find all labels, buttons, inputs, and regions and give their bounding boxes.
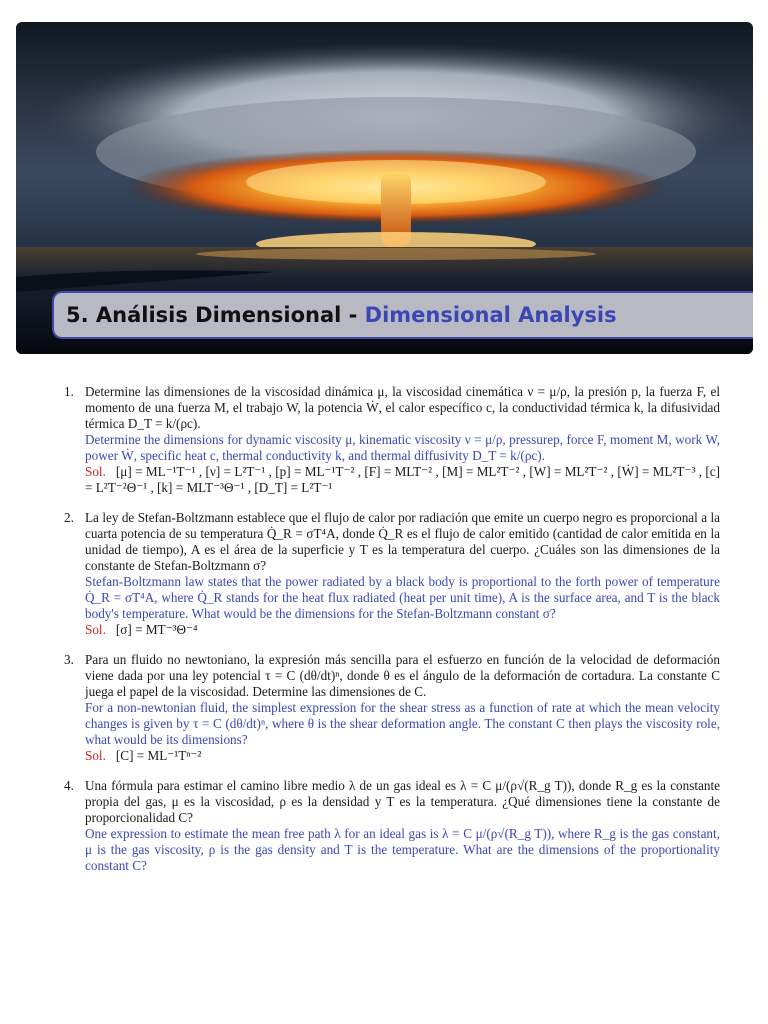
problem-number: 2. bbox=[64, 510, 74, 525]
solution bbox=[85, 748, 720, 764]
problem-list bbox=[64, 384, 720, 888]
problem-item bbox=[64, 510, 720, 638]
problem-number: 3. bbox=[64, 652, 74, 667]
problem-text-en: One expression to estimate the mean free path λ for an ideal gas is λ = C μ/(ρ√(R_g T)), where R_g is the gas constant, μ is the gas viscosity, ρ is the gas density and T is the temperature. What are the dimensions of the proportionality constant C? bbox=[85, 826, 720, 873]
section-title-en: Dimensional Analysis bbox=[364, 303, 617, 327]
solution-label: Sol. bbox=[85, 464, 106, 479]
solution-label: Sol. bbox=[85, 748, 106, 763]
problem-text-es: Una fórmula para estimar el camino libre medio λ de un gas ideal es λ = C μ/(ρ√(R_g T)), donde R_g es la constante propia del gas, μ es la viscosidad, ρ es la densidad y T es la temperatura. ¿Qué dimensiones tiene la constante de proporcionalidad C? bbox=[85, 778, 720, 825]
problem-item bbox=[64, 652, 720, 764]
problem-item bbox=[64, 778, 720, 874]
section-title bbox=[52, 291, 753, 339]
problem-text-en: Stefan-Boltzmann law states that the power radiated by a black body is proportional to the forth power of temperature Q̇_R = σT⁴A, where Q̇_R stands for the heat flux radiated (heat per unit time), A is the surface area, and T is the black body's temperature. What would be the dimensions for the Stefan-Boltzmann constant σ? bbox=[85, 574, 720, 621]
problem-text-es: Para un fluido no newtoniano, la expresión más sencilla para el esfuerzo en función de la velocidad de deformación viene dada por una ley potencial τ = C (dθ/dt)ⁿ, donde θ es el ángulo de la deformación de cortadura. La constante C juega el papel de la viscosidad. Determine las dimensiones de C. bbox=[85, 652, 720, 699]
solution-text: [μ] = ML⁻¹T⁻¹ , [ν] = L²T⁻¹ , [p] = ML⁻¹T⁻² , [F] = MLT⁻² , [M] = ML²T⁻² , [W] = ML²T⁻² , [Ẇ] = ML²T⁻³ , [c] = L²T⁻²Θ⁻¹ , [k] = MLT⁻³Θ⁻¹ , [D_T] = L²T⁻¹ bbox=[85, 464, 720, 495]
problem-number: 1. bbox=[64, 384, 74, 399]
solution-label: Sol. bbox=[85, 622, 106, 637]
problem-number: 4. bbox=[64, 778, 74, 793]
problem-item bbox=[64, 384, 720, 496]
problem-text-en: For a non-newtonian fluid, the simplest expression for the shear stress as a function of rate at which the mean velocity changes is given by τ = C (dθ/dt)ⁿ, where θ is the shear deformation angle. The constant C then plays the viscosity role, what would be its dimensions? bbox=[85, 700, 720, 747]
problem-text-es: La ley de Stefan-Boltzmann establece que el flujo de calor por radiación que emite un cuerpo negro es proporcional a la cuarta potencia de su temperatura Q̇_R = σT⁴A, donde Q̇_R es el flujo de calor emitido (cantidad de calor emitida en la unidad de tiempo), A es el área de la superficie y T es la temperatura del cuerpo. ¿Cuáles son las dimensiones de la constante de Stefan-Boltzmann σ? bbox=[85, 510, 720, 573]
solution-text: [C] = ML⁻¹Tⁿ⁻² bbox=[115, 748, 202, 763]
problem-text-en: Determine the dimensions for dynamic viscosity μ, kinematic viscosity ν = μ/ρ, pressurep, force F, moment M, work W, power Ẇ, specific heat c, thermal conductivity k, and thermal diffusivity D_T = k/(ρc). bbox=[85, 432, 720, 463]
solution bbox=[85, 464, 720, 496]
section-title-es: 5. Análisis Dimensional - bbox=[66, 303, 358, 327]
solution-text: [σ] = MT⁻³Θ⁻⁴ bbox=[115, 622, 198, 637]
solution bbox=[85, 622, 720, 638]
problem-text-es: Determine las dimensiones de la viscosidad dinámica μ, la viscosidad cinemática ν = μ/ρ, la presión p, la fuerza F, el momento de una fuerza M, el trabajo W, la potencia Ẇ, el calor específico c, la conductividad térmica k, la difusividad térmica D_T = k/(ρc). bbox=[85, 384, 720, 431]
